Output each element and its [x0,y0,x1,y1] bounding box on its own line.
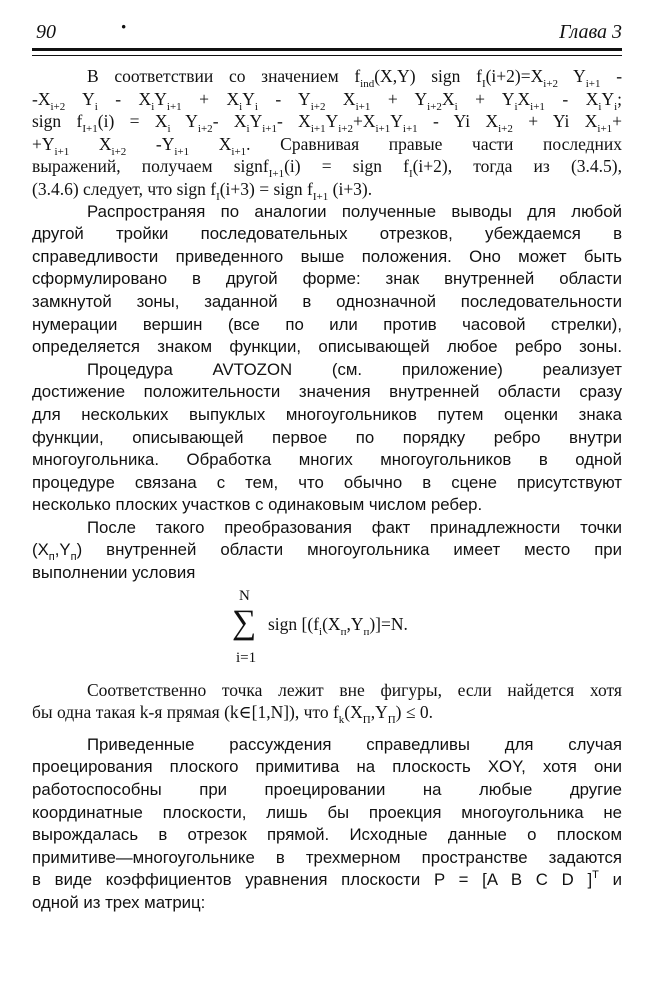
page-number: 90 [36,21,56,43]
p6-line: работоспособны при проецировании на любые другие [32,780,622,800]
p5-line: бы одна такая k-я прямая (k∈[1,N]), что $f_k(X_П,Y_П) \le 0$. [32,702,433,727]
p4-line: $(X_п,Y_п)$ внутренней области многоугольника имеет место при [32,540,622,564]
procedure-name: AVTOZON [212,359,293,379]
page-body [32,65,622,915]
p1-line-3: sign $f_{I+1}(i) = X_i$ $Y_{i+2}-$ $X_iY_{i+1}-$ $X_{i+1}Y_{i+2}+X_{i+1}Y_{i+1} - Yi$ $X_{i+2} + Yi$ $X_{i+1}+$ [32,111,623,136]
p3-line: достижение положительности значения внутренней области сразу [32,382,622,402]
paragraph-2 [32,201,622,359]
paragraph-5 [32,679,622,727]
p2-line: определяется знаком функции, описывающей любое ребро зоны. [32,337,622,357]
p3-line: процедуре связана с тем, что обычно в сцене присутствуют [32,472,622,492]
p6-line: в виде коэффициентов уравнения плоскости P = [A B C D ]$^T$ и [32,869,622,890]
paragraph-4 [32,517,622,585]
p3-line: функции, описывающей первое по порядку ребро внутри [32,427,622,447]
paragraph-gap [32,724,622,734]
p3-line: многоугольника. Обработка многих многоугольников в одной [32,450,622,470]
p6-line: Приведенные рассуждения справедливы для случая [87,734,622,754]
p4-line: выполнении условия [32,563,196,583]
p6-line: проецирования плоского примитива на плоскость XOY, хотя они [32,757,622,777]
sigma-symbol: ∑ [232,603,257,641]
paragraph-6 [32,734,622,915]
p1-line-1: В соответствии со значением $f_{ind}(X,Y)$ sign $f_I(i+2)=X_{i+2}$ $Y_{i+1}$ - [87,66,623,90]
p6-line: вырождалась в отрезок прямой. Исходные данные о плоском [32,825,622,845]
p3-line: несколько плоских участков с одинаковым числом ребер. [32,495,483,515]
p2-line: замкнутой зоны, заданной в однозначной последовательности [32,291,622,311]
p6-line: одной из трех матриц: [32,893,206,912]
sum-expression: sign [$(f_i(X_п,Y_п)]=N$. [268,613,408,638]
paragraph-1 [32,65,622,201]
p3-line: для нескольких выпуклых многоугольников путем оценки знака [32,404,622,424]
p2-line: другой тройки последовательных отрезков, убеждаемся в [32,224,622,244]
header-dot: · [120,14,128,39]
p3-line: Процедура AVTOZON (см. приложение) реализует [87,359,622,379]
p4-line: После такого преобразования факт принадлежности точки [87,517,622,537]
p1-line-4: $+Y_{i+1}$ $X_{i+2}$ $-Y_{i+1}$ $X_{i+1}$. Сравнивая правые части последних [32,133,622,158]
header-rule-thick [32,48,622,51]
header-rule-thin [32,55,622,56]
sum-upper-limit: N [239,587,250,604]
sum-formula [32,585,622,679]
p2-line: справедливости приведенного выше положения. Оно может быть [32,246,622,266]
p5-line: Соответственно точка лежит вне фигуры, если найдется хотя [87,679,622,700]
p6-line: координатные плоскости, лишь бы проекция многоугольника не [32,802,622,822]
p2-line: нумерации вершин (все по или против часовой стрелки), [32,314,622,334]
p1-line-2: $-X_{i+2}$ $Y_i - X_iY_{i+1} + X_iY_i - Y_{i+2}$ $X_{i+1} + Y_{i+2}X_i + Y_iX_{i+1} - X_iY_i$; [32,88,623,113]
chapter-title: Глава 3 [559,21,622,43]
p2-line: сформулировано в другой форме: знак внутренней области [32,269,622,289]
p2-line: Распространяя по аналогии полученные выводы для любой [87,201,622,221]
p1-line-6: (3.4.6) следует, что sign $f_I(i+3)$ = sign $f_{I+1}$ (i+3). [32,178,373,203]
running-header [32,14,624,46]
p6-line: примитиве—многоугольнике в трехмерном пространстве задаются [32,847,622,867]
p1-line-5: выражений, получаем signf$_{I+1}$(i) = sign $f_I(i+2)$, тогда из (3.4.5), [32,156,623,181]
sum-lower-limit: i=1 [236,649,257,666]
paragraph-3 [32,359,622,517]
